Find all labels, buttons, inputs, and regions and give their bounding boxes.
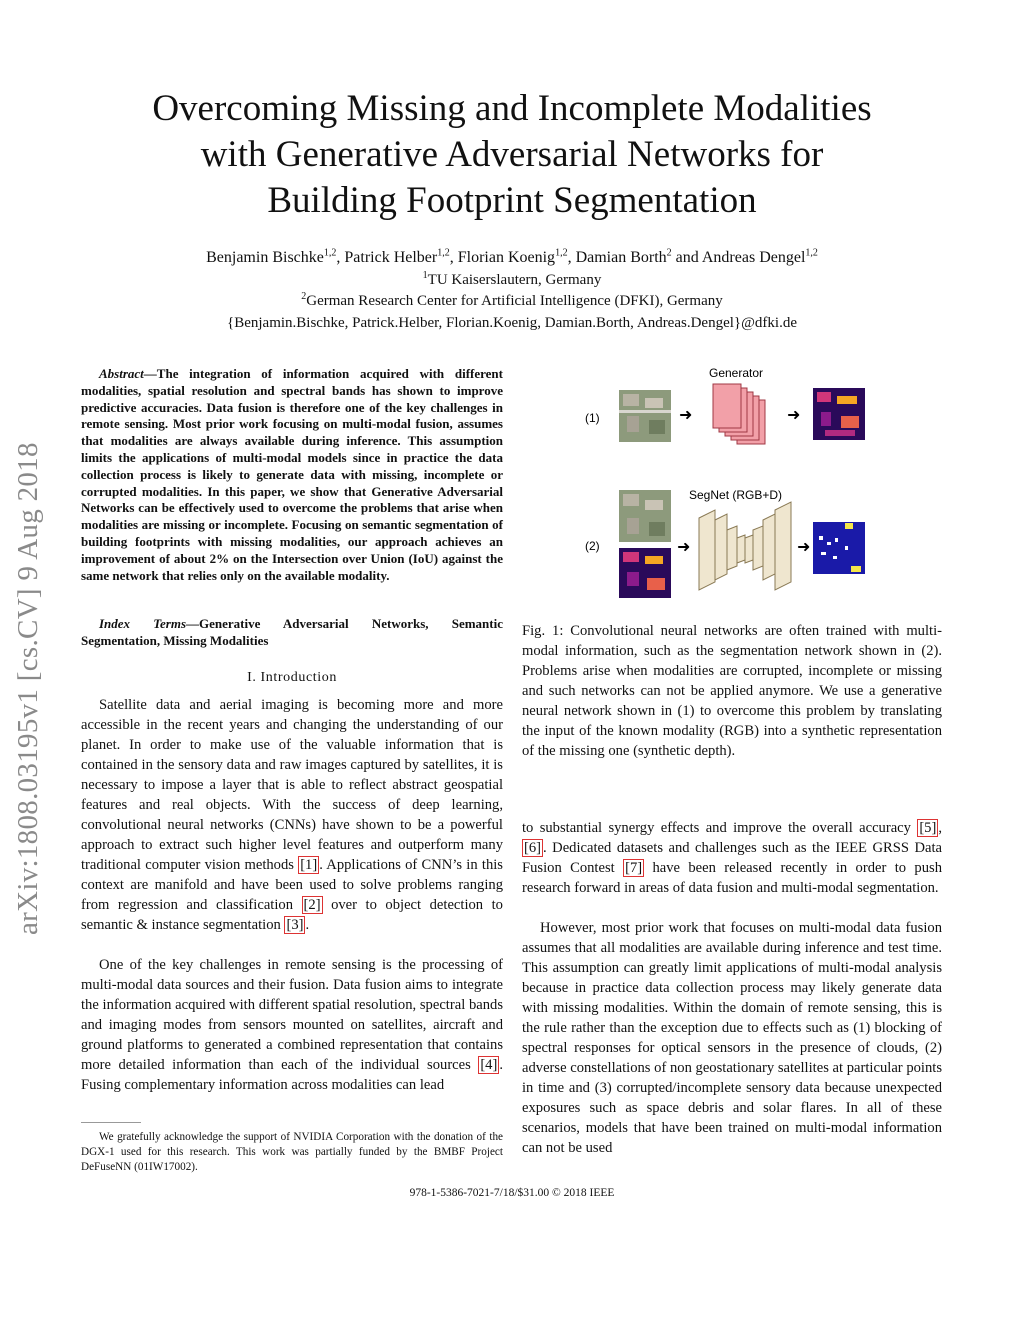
author-name: Patrick Helber: [344, 249, 438, 266]
segmentation-mask-output: [813, 522, 865, 574]
arrow-icon: ➜: [677, 537, 691, 556]
copyright-footer: 978-1-5386-7021-7/18/$31.00 © 2018 IEEE: [409, 1187, 615, 1199]
title-line-3: Building Footprint Segmentation: [267, 180, 757, 221]
author-separator: ,: [449, 249, 458, 266]
author-name: Damian Borth: [575, 249, 667, 266]
citation-link[interactable]: [4]: [480, 1057, 498, 1073]
arrow-icon: ➜: [679, 405, 693, 424]
author-name: Benjamin Bischke: [206, 249, 324, 266]
paper-title: [80, 86, 944, 224]
author-separator: ,: [336, 249, 345, 266]
intro-paragraph-2: [81, 955, 503, 1095]
section-heading-introduction: I. Introduction: [247, 670, 337, 685]
depth-input-image-2: [619, 548, 671, 598]
affiliation-sup: 2: [301, 291, 307, 302]
segnet-label: SegNet (RGB+D): [689, 488, 783, 502]
author-emails: {Benjamin.Bischke, Patrick.Helber, Florian.Koenig, Damian.Borth, Andreas.Dengel}@dfki.de: [227, 315, 797, 331]
author-affil-sup: 1,2: [555, 247, 568, 259]
figure-1-caption: Fig. 1: Convolutional neural networks are often trained with multi-modal information, such as the segmentation network shown in (2). Problems arise when modalities are corrupted, incomplete or missing and such networks can not be applied anymore. We use a generative neural network shown in (1) to overcome this problem by translating the input of the known modality (RGB) into a synthetic representation of the missing one (synthetic depth).: [522, 623, 942, 759]
arrow-icon: ➜: [787, 405, 801, 424]
citation-link[interactable]: [1]: [300, 857, 318, 873]
right-paragraph-1: [522, 818, 942, 898]
footnote-rule: [81, 1122, 141, 1123]
rgb-input-image-2: [619, 490, 671, 542]
abstract: [81, 366, 503, 584]
citation-link[interactable]: [6]: [524, 840, 542, 856]
paragraph-text: Satellite data and aerial imaging is becoming more and more accessible in the recent years and changing the understanding of our planet. In order to make use of the valuable information that is contained in the sensory data and raw images captured by satellites, it is necessary to impose a layer that is able to reflect abstract geospatial features and real objects. With the success of deep learning, convolutional neural networks (CNNs) have shown to be a powerful approach to extract such higher level features and outperform many traditional computer vision methods: [81, 697, 503, 873]
citation-link[interactable]: [3]: [286, 917, 304, 933]
author-affil-sup: 2: [666, 247, 672, 259]
paragraph-text: over to object detection to semantic & instance segmentation: [81, 897, 503, 933]
index-terms-label: Index Terms: [99, 616, 187, 631]
citation-link[interactable]: [2]: [303, 897, 321, 913]
author-name: Florian Koenig: [457, 249, 556, 266]
affiliation-text: German Research Center for Artificial Intelligence (DFKI), Germany: [306, 293, 723, 309]
arrow-icon: ➜: [797, 537, 811, 556]
figure-label-2: (2): [585, 539, 600, 553]
generator-label: Generator: [709, 366, 764, 380]
author-list: [80, 248, 944, 268]
author-conjunction: and: [671, 249, 702, 266]
citation-link[interactable]: [7]: [625, 860, 643, 876]
figure-1: [575, 360, 975, 600]
title-line-2: with Generative Adversarial Networks for: [200, 134, 824, 175]
paragraph-text: . Dedicated datasets and challenges such as the IEEE GRSS Data Fusion Contest: [522, 840, 942, 876]
citation-link[interactable]: [5]: [919, 820, 937, 836]
intro-paragraph-1: [81, 695, 503, 935]
footnote: We gratefully acknowledge the support of NVIDIA Corporation with the donation of the DGX-1 used for this research. This work was partially funded by the BMBF Project DeFuseNN (01IW17002).: [81, 1131, 503, 1173]
abstract-label: Abstract: [99, 366, 144, 381]
author-separator: ,: [567, 249, 576, 266]
generator-network: [713, 384, 765, 444]
paragraph-text: ,: [938, 820, 942, 836]
paragraph-text: One of the key challenges in remote sensing is the processing of multi-modal data sources and their fusion. Data fusion aims to integrate the information acquired with different spatial resolution, spectral bands and imaging modes from sensors mounted on satellites, aircraft and ground platforms to generated a combined representation that contains more detailed information than each of the individual sources: [81, 957, 503, 1073]
paragraph-text: . Fusing complementary information across modalities can lead: [81, 1057, 503, 1093]
author-affil-sup: 1,2: [323, 247, 337, 259]
affiliation-sup: 1: [422, 270, 428, 281]
index-terms: [81, 616, 503, 650]
author-affil-sup: 1,2: [805, 247, 818, 259]
synthetic-depth-output-1: [813, 388, 865, 440]
right-paragraph-2: However, most prior work that focuses on multi-modal data fusion assumes that all modalities are available during inference and test time. This assumption can greatly limit applications of multi-modal analysis because in practice data collection process may likely generate data with missing modalities. Within the domain of remote sensing, this is the rule rather than the exception due to effects such as (1) blocking of spectral responses for optical sensors in the presence of clouds, (2) adverse constellations of non geostationary satellites at particular points in time and (3) corrupted/incomplete sensory data because unexpected exposures such as space debris and solar flares. In all of these scenarios, models that have been trained on multi-modal information can not be used: [522, 920, 942, 1156]
affiliation-text: TU Kaiserslautern, Germany: [427, 272, 602, 288]
affiliation-1: [80, 270, 944, 290]
author-affil-sup: 1,2: [437, 247, 450, 259]
paragraph-text: . Applications of CNN’s in this context are manifold and have been used to solve problems ranging from regression and classification: [81, 857, 503, 913]
segnet-network: [699, 502, 791, 590]
index-terms-text: —Generative Adversarial Networks, Semantic Segmentation, Missing Modalities: [81, 616, 503, 648]
paragraph-text: have been released recently in order to push research forward in areas of data fusion and multi-modal segmentation.: [522, 860, 942, 896]
figure-label-1: (1): [585, 411, 600, 425]
title-line-1: Overcoming Missing and Incomplete Modalities: [152, 88, 872, 129]
affiliation-2: [80, 291, 944, 311]
author-name: Andreas Dengel: [701, 249, 806, 266]
rgb-input-image-1: [619, 390, 671, 442]
abstract-text: —The integration of information acquired with different modalities, spatial resolution and spectral bands has shown to improve predictive accuracies. Data fusion is therefore one of the key challenges in remote sensing. Most prior work focusing on multi-modal fusion, assumes that modalities are always available during inference. This assumption limits the applications of multi-modal models since in practice the data collection process is likely to generate data with missing, incomplete or corrupted modalities. In this paper, we show that Generative Adversarial Networks can be effectively used to overcome the problems that arise when modalities are missing or incomplete. Focusing on semantic segmentation of building footprints with missing modalities, our approach achieves an improvement of about 2% on the Intersection over Union (IoU) against the same network that relies only on the available modality.: [81, 366, 503, 583]
paragraph-text: to substantial synergy effects and improve the overall accuracy: [522, 820, 918, 836]
arxiv-identifier: arXiv:1808.03195v1 [cs.CV] 9 Aug 2018: [12, 442, 44, 935]
paragraph-text: .: [305, 917, 310, 933]
